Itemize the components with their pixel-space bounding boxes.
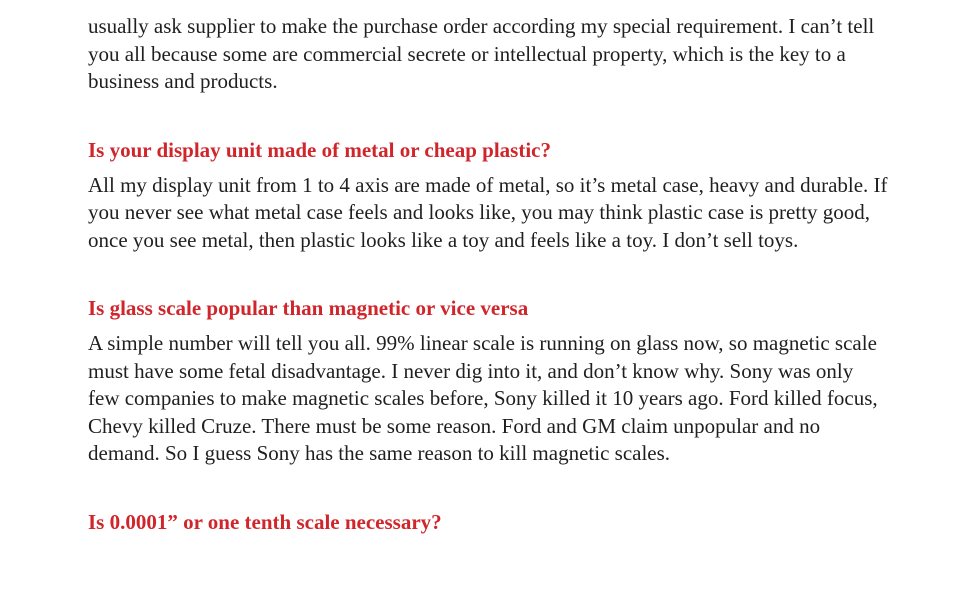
faq-heading-glass-scale: Is glass scale popular than magnetic or vice versa — [88, 296, 529, 320]
intro-paragraph: usually ask supplier to make the purchase order according my special requirement. I can’t tell you all because some are commercial secrete or intellectual property, which is the key to a business and products. — [88, 14, 875, 93]
faq-answer-display-unit: All my display unit from 1 to 4 axis are made of metal, so it’s metal case, heavy and durable. If you never see what metal case feels and looks like, you may think plastic case is pretty good, once you see metal, then plastic looks like a toy and feels like a toy. I don’t sell toys. — [88, 172, 888, 252]
faq-heading-display-unit: Is your display unit made of metal or cheap plastic? — [88, 137, 552, 162]
faq-heading-tenth-scale: Is 0.0001” or one tenth scale necessary? — [88, 509, 442, 534]
document-page — [88, 13, 888, 536]
faq-answer-glass-scale: A simple number will tell you all. 99% linear scale is running on glass now, so magnetic scale must have some fetal disadvantage. I never dig into it, and don’t know why. Sony was only few companies to make magnetic scales before, Sony killed it 10 years ago. Ford killed focus, Chevy killed Cruze. There must be some reason. Ford and GM claim unpopular and no demand. So I guess Sony has the same reason to kill magnetic scales. — [88, 331, 878, 465]
